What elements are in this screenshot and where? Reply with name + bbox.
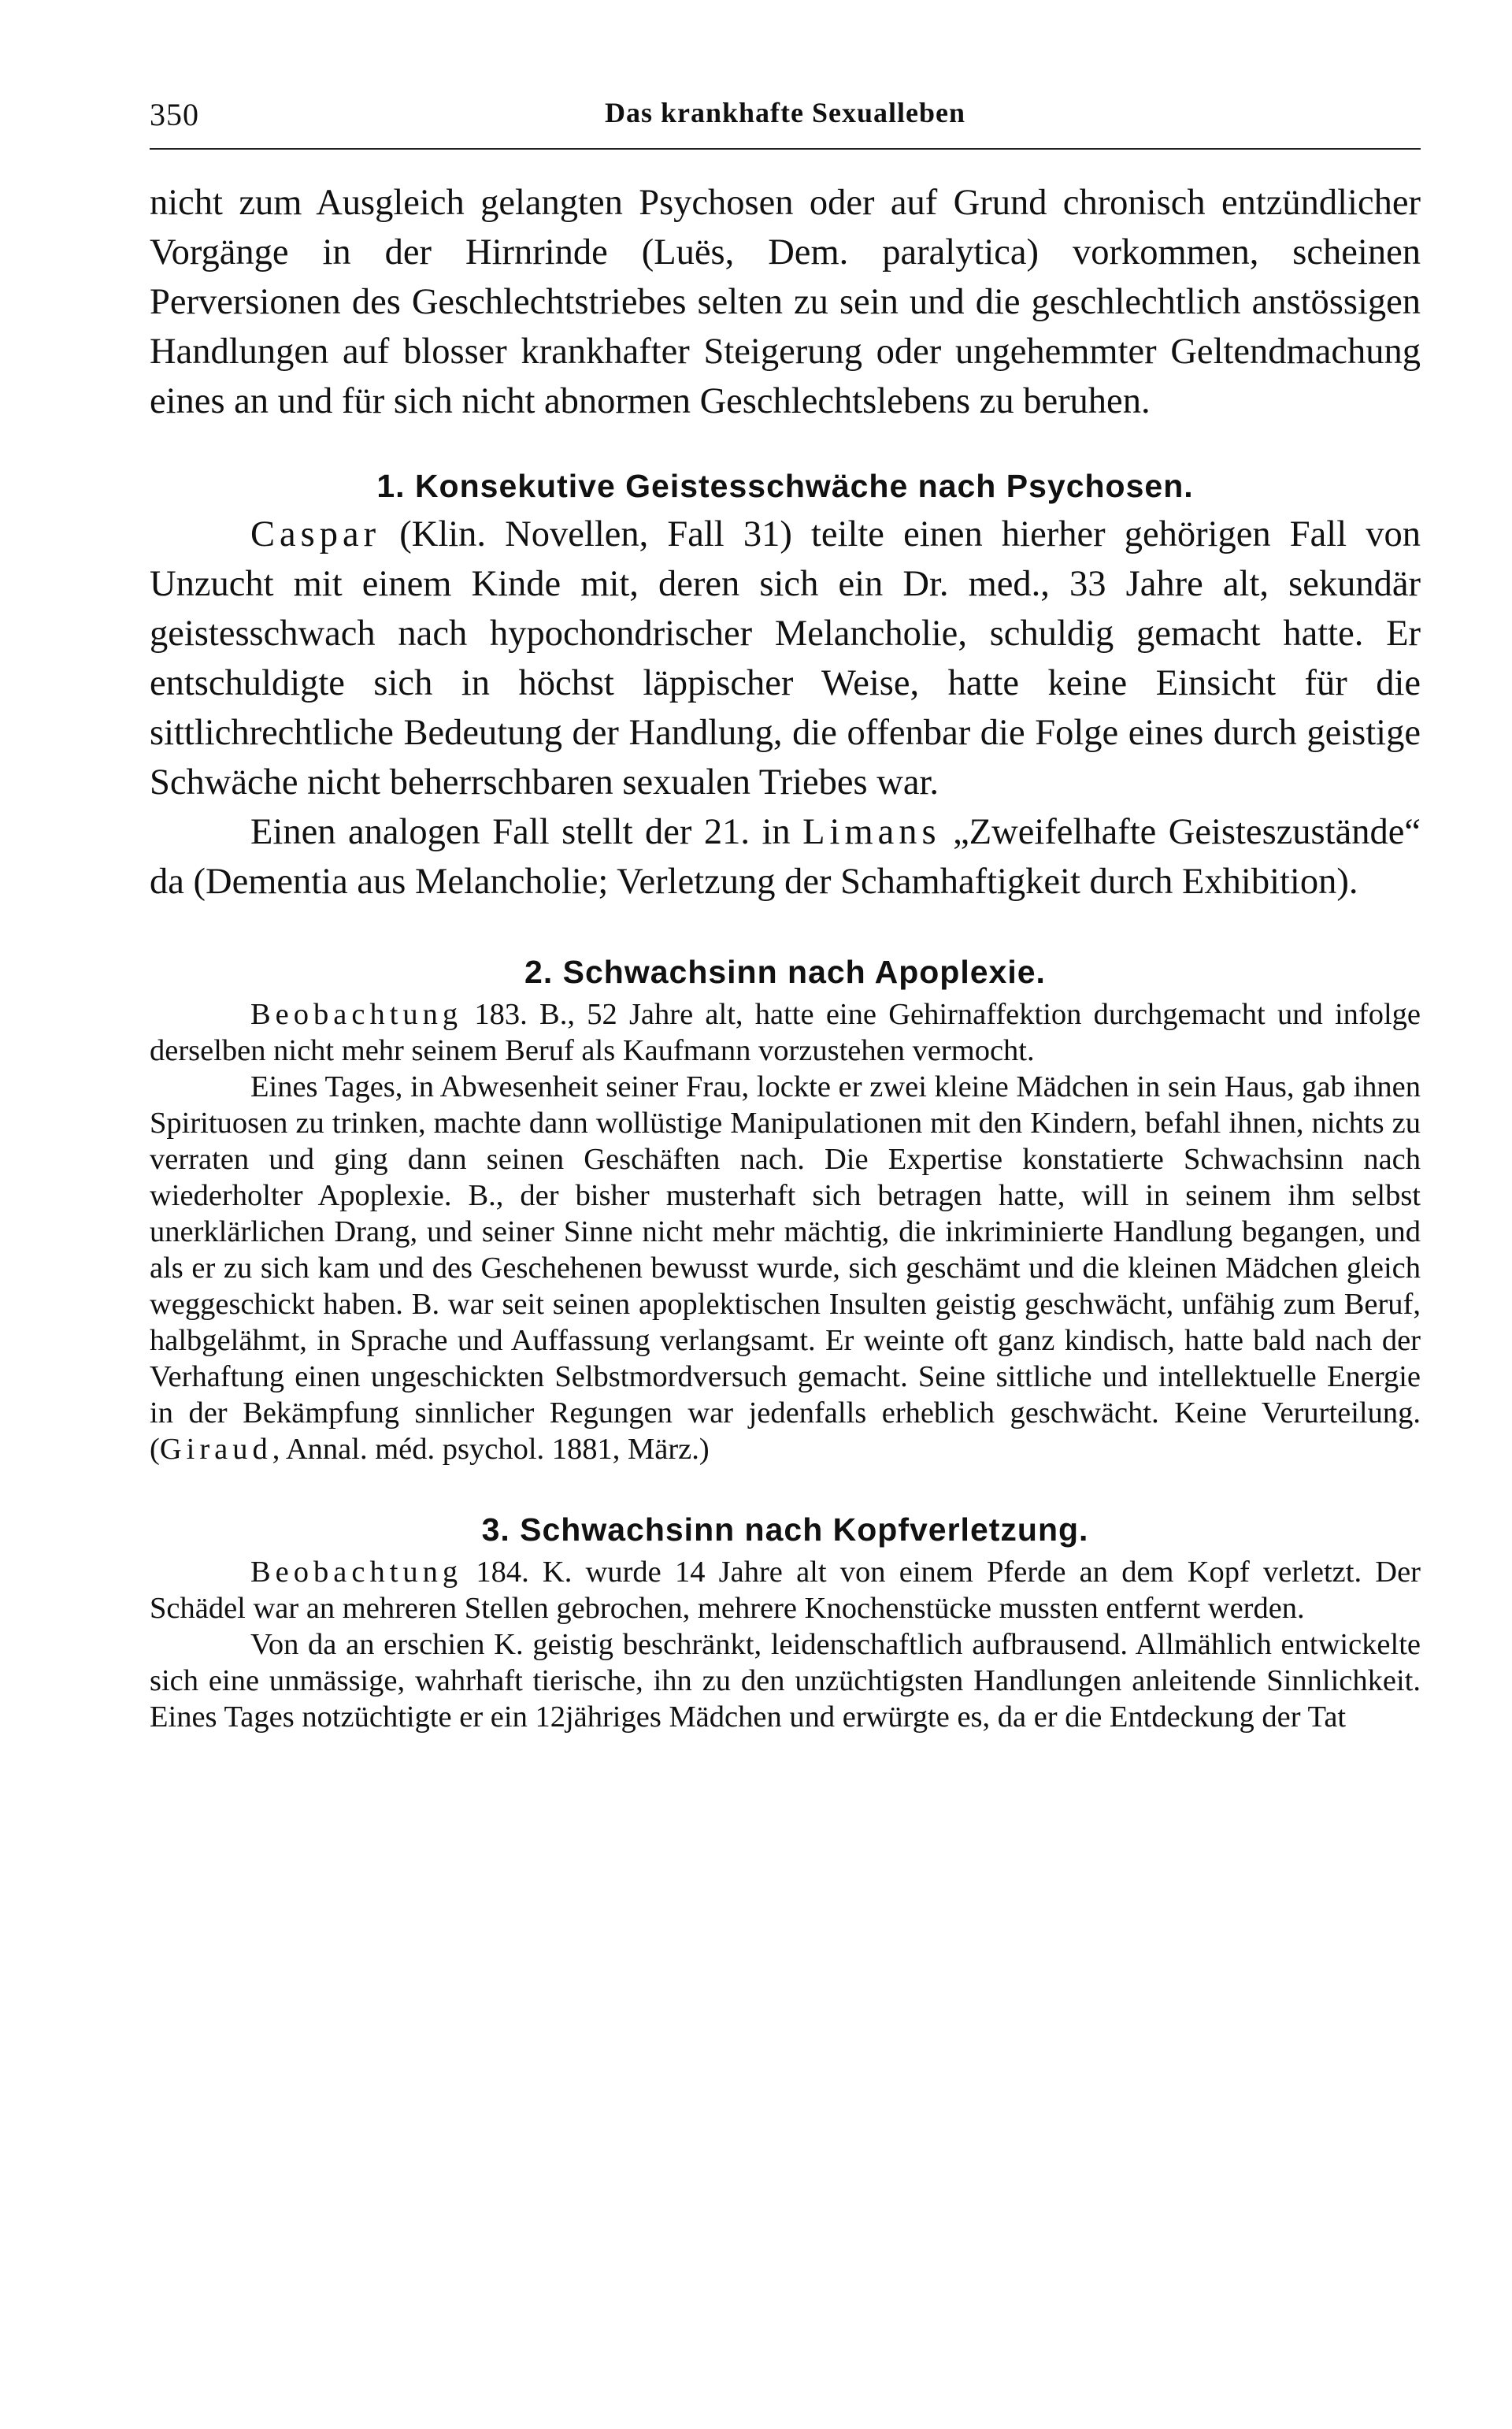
section-heading-2: 2. Schwachsinn nach Apoplexie. (524, 954, 1046, 990)
author-name: Limans (802, 812, 941, 852)
paragraph-text: „Zweifelhafte Geisteszustände“ da (Dementia aus Melancholie; Verletzung der Schamhaftigkeit durch Exhibition). (150, 812, 1421, 902)
observation-label: Beobachtung (250, 998, 463, 1031)
observation-text: 184. K. wurde 14 Jahre alt von einem Pferde an dem Kopf verletzt. Der Schädel war an mehreren Stellen gebrochen, mehrere Knochenstücke mussten entfernt werden. (150, 1556, 1421, 1625)
observation-184-continued (150, 1626, 1421, 1735)
paragraph-text: , Annal. méd. psychol. 1881, März.) (272, 1433, 710, 1466)
author-name: Giraud (159, 1433, 272, 1466)
section-1-paragraph-2 (150, 807, 1421, 907)
paragraph-text: Von da an erschien K. geistig beschränkt, leidenschaftlich aufbrausend. Allmählich entwickelte sich eine unmässige, wahrhaft tierische, ihn zu den unzüchtigsten Handlungen anleitende Sinnlichkeit. Eines Tages notzüchtigte er ein 12jähriges Mädchen und erwürgte es, da er die Entdeckung der Tat (150, 1628, 1421, 1734)
section-heading-1: 1. Konsekutive Geistesschwäche nach Psychosen. (376, 468, 1194, 504)
page-number: 350 (150, 97, 199, 132)
observation-183 (150, 996, 1421, 1069)
paragraph-text: (Klin. Novellen, Fall 31) teilte einen hierher gehörigen Fall von Unzucht mit einem Kinde mit, deren sich ein Dr. med., 33 Jahre alt, sekundär geistesschwach nach hypochondrischer Melancholie, schuldig gemacht hatte. Er entschuldigte sich in höchst läppischer Weise, hatte keine Einsicht für die sittlichrechtliche Bedeutung der Handlung, die offenbar die Folge eines durch geistige Schwäche nicht beherrschbaren sexualen Triebes war. (150, 514, 1421, 803)
paragraph-text: Einen analogen Fall stellt der 21. in (250, 812, 803, 852)
intro-paragraph (150, 178, 1421, 426)
observation-183-continued (150, 1069, 1421, 1467)
observation-label: Beobachtung (250, 1556, 463, 1589)
section-heading-3: 3. Schwachsinn nach Kopfverletzung. (481, 1511, 1089, 1548)
author-name: Caspar (250, 514, 381, 554)
page-header (150, 93, 1421, 150)
paragraph-text: Eines Tages, in Abwesenheit seiner Frau, lockte er zwei kleine Mädchen in sein Haus, gab ihnen Spirituosen zu trinken, machte dann wollüstige Manipulationen mit den Kindern, befahl ihnen, nichts zu verraten und ging dann seinen Geschäften nach. Die Expertise konstatierte Schwachsinn nach wiederholter Apoplexie. B., der bisher musterhaft sich betragen hatte, will in seinem ihm selbst unerklärlichen Drang, und seiner Sinne nicht mehr mächtig, die inkriminierte Handlung begangen, und als er zu sich kam und des Geschehenen bewusst wurde, sich geschämt und die kleinen Mädchen gleich weggeschickt haben. B. war seit seinen apoplektischen Insulten geistig geschwächt, unfähig zum Beruf, halbgelähmt, in Sprache und Auffassung verlangsamt. Er weinte oft ganz kindisch, hatte bald nach der Verhaftung einen ungeschickten Selbstmordversuch gemacht. Seine sittliche und intellektuelle Energie in der Bekämpfung sinnlicher Regungen war jedenfalls erheblich geschwächt. Keine Verurteilung. ( (150, 1070, 1421, 1466)
observation-text: 183. B., 52 Jahre alt, hatte eine Gehirnaffektion durchgemacht und infolge derselben nicht mehr seinem Beruf als Kaufmann vorzustehen vermocht. (150, 998, 1421, 1067)
running-title: Das krankhafte Sexualleben (604, 97, 966, 128)
section-1-paragraph-1 (150, 510, 1421, 807)
observation-184 (150, 1554, 1421, 1626)
intro-text: nicht zum Ausgleich gelangten Psychosen oder auf Grund chronisch entzündlicher Vorgänge in der Hirnrinde (Luës, Dem. paralytica) vorkommen, scheinen Perversionen des Geschlechtstriebes selten zu sein und die geschlechtlich anstössigen Handlungen auf blosser krankhafter Steigerung oder ungehemmter Geltendmachung eines an und für sich nicht abnormen Geschlechtslebens zu beruhen. (150, 183, 1421, 421)
page-body (150, 178, 1421, 1735)
